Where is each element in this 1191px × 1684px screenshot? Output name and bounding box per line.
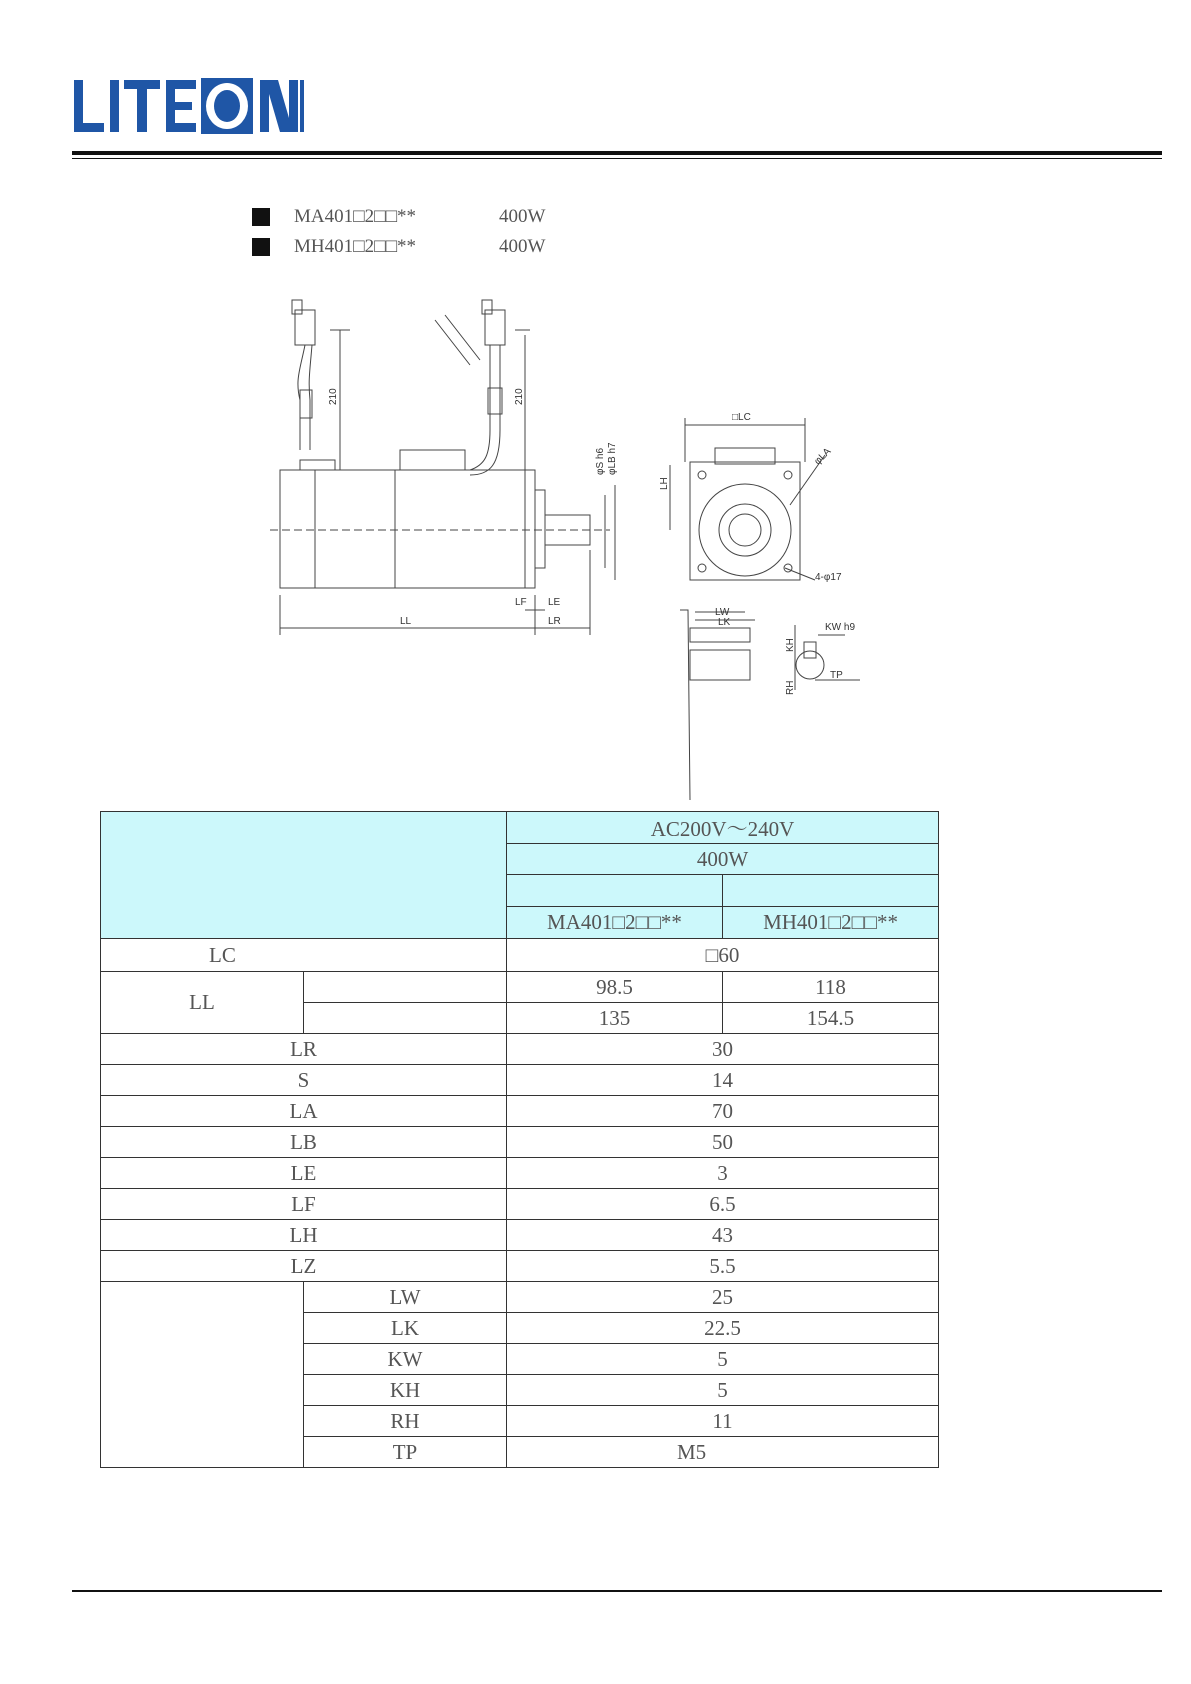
ll-sub-blank [304, 972, 507, 1003]
key-row-label: LK [304, 1313, 507, 1344]
key-row-label: RH [304, 1406, 507, 1437]
model-name: MA401□2□□** [294, 206, 417, 227]
row-label: LC [101, 939, 507, 972]
row-label: LH [101, 1220, 507, 1251]
row-value: 5.5 [507, 1251, 939, 1282]
row-label: S [101, 1065, 507, 1096]
voltage-header: AC200V～240V [507, 812, 939, 844]
lb-label: φLB h7 [607, 442, 618, 475]
power-connector-drawing [292, 300, 315, 450]
row-label: LE [101, 1158, 507, 1189]
square-bullet-icon [252, 238, 270, 256]
encoder-connector-drawing [435, 300, 505, 475]
key-row-value: M5 [507, 1437, 939, 1468]
liteon-logo [74, 78, 314, 139]
key-row-value: 22.5 [507, 1313, 939, 1344]
model-list [252, 202, 545, 262]
s-label: φS h6 [595, 447, 606, 475]
ll-value-b: 118 [723, 972, 939, 1003]
row-value: □60 [507, 939, 939, 972]
model-item [252, 232, 545, 262]
ll-label: LL [400, 616, 412, 627]
row-label: LB [101, 1127, 507, 1158]
row-label: LZ [101, 1251, 507, 1282]
lh-label: LH [659, 477, 670, 490]
row-label: LA [101, 1096, 507, 1127]
row-value: 43 [507, 1220, 939, 1251]
model-power: 400W [499, 236, 546, 257]
shaft-key-detail [680, 610, 860, 800]
lw-label: LW [715, 607, 730, 618]
holes-label: 4-φ17 [815, 572, 842, 583]
ll-sub-blank [304, 1003, 507, 1034]
tp-label: TP [830, 670, 843, 681]
lc-label: □LC [732, 412, 751, 423]
key-group-blank [101, 1282, 304, 1468]
row-value: 14 [507, 1065, 939, 1096]
model-name: MH401□2□□** [294, 236, 417, 257]
ll-value-b: 154.5 [723, 1003, 939, 1034]
motor-front-view [670, 418, 825, 580]
row-value: 6.5 [507, 1189, 939, 1220]
row-value: 30 [507, 1034, 939, 1065]
le-label: LE [548, 597, 561, 608]
key-row-value: 11 [507, 1406, 939, 1437]
row-label: LF [101, 1189, 507, 1220]
key-row-label: KW [304, 1344, 507, 1375]
key-row-value: 25 [507, 1282, 939, 1313]
key-row-label: TP [304, 1437, 507, 1468]
ll-value-a: 98.5 [507, 972, 723, 1003]
row-value: 3 [507, 1158, 939, 1189]
model-power: 400W [499, 206, 546, 227]
model-b-header: MH401□2□□** [723, 907, 939, 939]
header-empty-b [723, 875, 939, 907]
key-row-label: KH [304, 1375, 507, 1406]
model-a-header: MA401□2□□** [507, 907, 723, 939]
row-value: 50 [507, 1127, 939, 1158]
kh-label: KH [785, 638, 796, 652]
header-blank-cell [101, 812, 507, 939]
lk-label: LK [718, 617, 731, 628]
dimension-table [100, 811, 939, 1468]
header-empty-a [507, 875, 723, 907]
cable-length-label: 210 [514, 388, 525, 405]
lr-label: LR [548, 616, 561, 627]
header-rule [72, 151, 1162, 155]
row-value: 70 [507, 1096, 939, 1127]
ll-value-a: 135 [507, 1003, 723, 1034]
key-row-label: LW [304, 1282, 507, 1313]
kw-label: KW h9 [825, 622, 856, 633]
ll-label-cell: LL [101, 972, 304, 1034]
lf-label: LF [515, 597, 527, 608]
header-rule-thin [72, 158, 1162, 159]
power-header: 400W [507, 844, 939, 875]
rh-label: RH [785, 680, 796, 695]
la-label: φLA [812, 446, 834, 468]
key-row-value: 5 [507, 1375, 939, 1406]
cable-length-label: 210 [328, 388, 339, 405]
key-row-value: 5 [507, 1344, 939, 1375]
motor-dimension-drawing [270, 290, 950, 805]
footer-rule [72, 1590, 1162, 1592]
square-bullet-icon [252, 208, 270, 226]
model-item [252, 202, 545, 232]
row-label: LR [101, 1034, 507, 1065]
